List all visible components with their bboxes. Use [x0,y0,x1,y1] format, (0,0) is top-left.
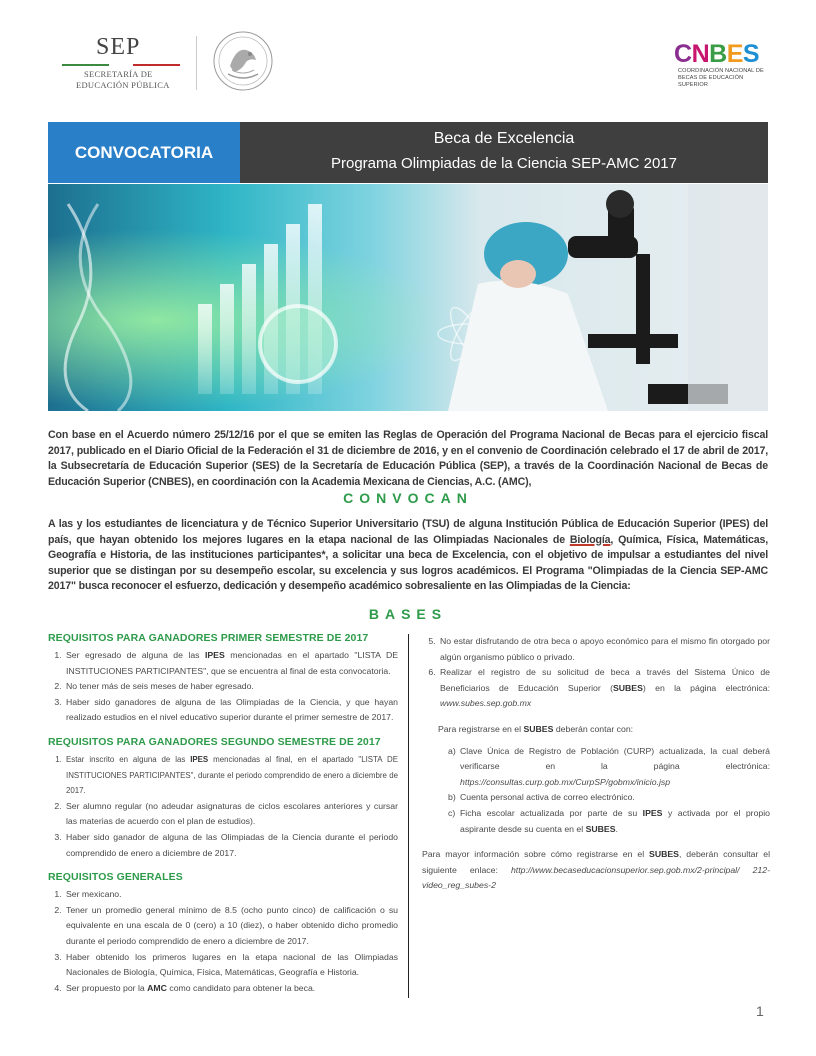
req2-list [48,752,398,861]
convocan-heading: CONVOCAN [343,490,473,506]
req2-title: REQUISITOS PARA GANADORES SEGUNDO SEMESTRE DE 2017 [48,735,381,748]
req3-title: REQUISITOS GENERALES [48,871,183,884]
more-info-paragraph [422,847,770,894]
convocan-paragraph [48,517,768,595]
list-item [64,752,398,799]
req1-title: REQUISITOS PARA GANADORES PRIMER SEMESTRE DE 2017 [48,632,369,644]
list-item-text: como candidato para obtener la beca. [166,982,316,993]
list-item-bold: AMC [147,982,167,993]
req3-continued-list [422,634,770,712]
subes-link[interactable]: www.subes.sep.gob.mx [440,698,532,709]
note-text: Para registrarse en el [438,723,524,734]
list-item-text: Ser egresado de alguna de las [66,650,205,660]
list-item-text: Cuenta personal activa de correo electrónico. [460,792,635,803]
video-link[interactable]: http://www.becaseducacionsuperior.sep.gob.mx/2-principal/ 212-video_reg_subes-2 [422,864,770,891]
banner-subtitle: Programa Olimpiadas de la Ciencia SEP-AMC 2017 [331,155,677,172]
list-item-text: y activada por el propio aspirante desde su cuenta en el [460,807,770,834]
cnbes-letter: B [709,40,727,68]
req3-list [48,887,398,996]
sep-logo [62,34,182,92]
sep-logo-line2: EDUCACIÓN PÚBLICA [76,80,170,90]
list-marker: a) [448,745,456,756]
subes-note [438,722,770,738]
note-bold: SUBES [523,723,554,734]
page-number: 1 [756,1003,764,1019]
cnbes-logo [674,40,770,90]
list-item-bold: IPES [642,807,663,818]
list-item-text: . [615,823,618,834]
list-item-text: Haber sido ganadores de alguna de las Olimpiadas de la Ciencia, y que hayan realizado estudios en el nivel educativo superior durante el primer semestre de 2017. [66,696,398,723]
list-item [64,830,398,861]
list-item-text: Haber obtenido los primeros lugares en la etapa nacional de las Olimpiadas Nacionales de Biología, Química, Física, Matemáticas, Geografía e Historia. [66,951,398,978]
hero-science-image [48,184,768,411]
list-item-bold: IPES [204,650,225,660]
mexico-seal-icon [210,30,276,92]
list-item-text: Ser mexicano. [66,889,122,900]
list-item-text: mencionadas en el apartado "LISTA DE INSTITUCIONES PARTICIPANTES", que se encuentra al final de esta convocatoria. [66,650,399,676]
convocan-underlined-word: Biología [569,533,611,546]
list-item [448,806,770,837]
cnbes-letter: S [742,40,760,68]
cnbes-logo-line1: COORDINACIÓN NACIONAL DE [678,68,764,74]
list-item-text: Estar inscrito en alguna de las [66,754,191,764]
list-item [438,634,770,665]
list-item-text: Ser propuesto por la [66,982,148,993]
list-item-text: Realizar el registro de su solicitud de beca a través del Sistema Único de Beneficiarios de Educación Superior ( [440,667,770,693]
list-item-text: Clave Única de Registro de Población (CURP) actualizada, la cual deberá verificarse en la página electrónica: [460,745,770,772]
convocatoria-label: CONVOCATORIA [48,122,240,183]
cnbes-logo-text [674,40,770,68]
cnbes-letter: E [726,40,743,68]
cnbes-letter: C [674,40,692,68]
banner-title: Beca de Excelencia [433,130,575,147]
list-item [64,679,398,695]
header-divider [196,36,197,90]
more-info-text: , deberán consultar el siguiente enlace: [422,849,770,875]
list-item [64,950,398,981]
list-item [64,799,398,830]
list-item-text: Ser alumno regular (no adeudar asignaturas de ciclos escolares anteriores y cursar las materias de acuerdo con el plan de estudios). [66,800,398,827]
list-item [64,903,398,950]
sep-logo-bar [62,64,180,66]
list-item-text: No estar disfrutando de otra beca o apoyo económico para el mismo fin otorgado por algún organismo público o privado. [440,636,770,662]
list-item [64,887,398,903]
banner-title-block [240,122,768,183]
list-item-text: No tener más de seis meses de haber egresado. [66,681,254,692]
left-column [48,632,398,1006]
more-info-text: Para mayor información sobre cómo registrarse en el [422,849,650,860]
sep-logo-line1: SECRETARÍA DE [84,69,153,79]
note-text: deberán contar con: [553,723,634,734]
list-item-text: Ficha escolar actualizada por parte de su [460,807,643,818]
list-item-bold: IPES [190,754,209,764]
req1-list [48,648,398,726]
list-marker: c) [448,807,456,818]
intro-paragraph: Con base en el Acuerdo número 25/12/16 por el que se emiten las Reglas de Operación del Programa Nacional de Becas para el ejercicio fiscal 2017, publicado en el Diario Oficial de la Federación el 31 de diciembre de 2016, y en el convenio de Coordinación celebrado el 17 de abril de 2017, la Subsecretaría de Educación Superior (SES) de la Secretaría de Educación Pública (SEP), a través de la Coordinación Nacional de Becas de Educación Superior (CNBES), en coordinación con la Academia Mexicana de Ciencias, A.C. (AMC), [48,429,768,488]
list-item-text: mencionadas al final, en el apartado "LISTA DE INSTITUCIONES PARTICIPANTES", durante el periodo comprendido de enero a diciembre de 2017. [66,754,398,796]
column-divider [408,634,409,998]
convocan-text-part1: A las y los estudiantes de licenciatura y de Técnico Superior Universitario (TSU) de alguna Institución Pública de Educación Superior (IPES) del país, que hayan obtenido los mejores lugares en la etapa nacional de las Olimpiadas Nacionales de [48,518,768,546]
list-marker: b) [448,792,456,803]
list-item-text: ) en la página electrónica: [642,682,770,693]
right-column [422,634,770,894]
list-item [448,790,770,806]
list-item [438,665,770,712]
cnbes-logo-line2: BECAS DE EDUCACIÓN SUPERIOR [678,75,744,88]
list-item [64,648,398,679]
list-item [64,981,398,997]
list-item-bold: SUBES [612,682,643,693]
curp-link[interactable]: https://consultas.curp.gob.mx/CurpSP/gobmx/inicio.jsp [460,776,671,787]
cnbes-letter: N [691,40,710,68]
list-item [448,744,770,791]
list-item [64,695,398,726]
list-item-text: Haber sido ganador de alguna de las Olimpiadas de la Ciencia durante el periodo comprendido de enero a diciembre de 2017. [66,831,398,858]
convocan-text-part2: , Química, Física, Matemáticas, Geografía e Historia, de las instituciones participantes*, a solicitar una beca de Excelencia, con el objetivo de impulsar a estudiantes del nivel superior que se distingan por su desempeño escolar, su excelencia y sus logros académicos. El Programa "Olimpiadas de la Ciencia SEP-AMC 2017" busca reconocer el esfuerzo, dedicación y desempeño académico sobresaliente en las Olimpiadas de la Ciencia: [48,533,768,593]
list-item-bold: SUBES [585,823,616,834]
list-item-text: Tener un promedio general mínimo de 8.5 (ocho punto cinco) de calificación o su equivalente en una escala de 0 (cero) a 10 (diez), o haber obtenido dicho promedio durante el periodo comprendido de enero a diciembre de 2017. [66,904,398,946]
bases-heading: BASES [368,606,448,622]
more-info-bold: SUBES [649,849,679,860]
subes-requirements-list [422,744,770,838]
sep-logo-text: SEP [96,34,141,60]
